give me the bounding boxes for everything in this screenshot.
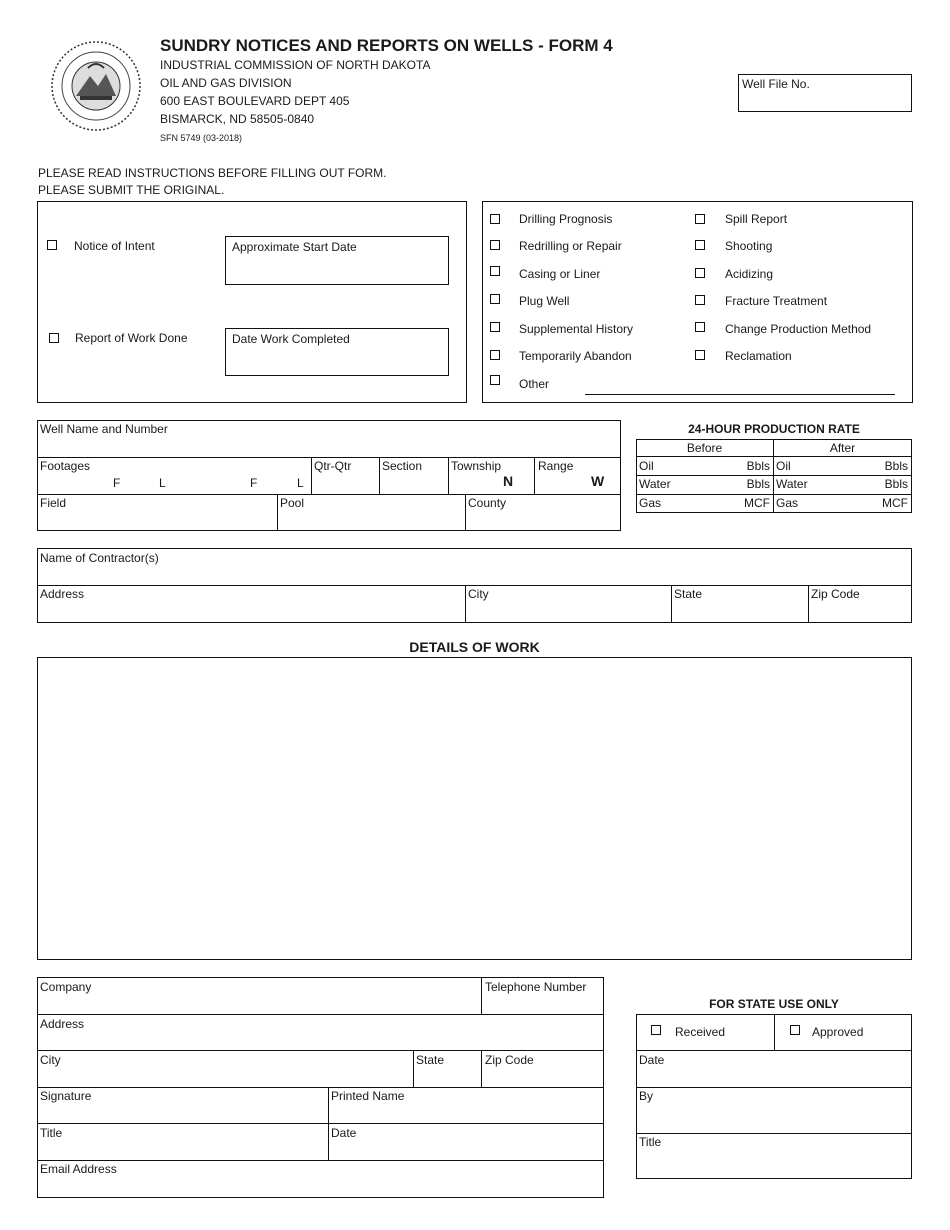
- township-suffix: N: [503, 473, 514, 489]
- work-type-label: Spill Report: [725, 212, 788, 226]
- other-checkbox[interactable]: [490, 375, 500, 385]
- received-checkbox[interactable]: [651, 1025, 661, 1035]
- range-label: Range: [538, 459, 574, 473]
- after-water-unit: Bbls: [884, 477, 908, 491]
- state-title-label: Title: [639, 1135, 662, 1149]
- redrilling-repair-checkbox[interactable]: [490, 240, 500, 250]
- contractor-state-label: State: [674, 587, 703, 601]
- company-address-label: Address: [40, 1017, 85, 1031]
- spill-report-checkbox[interactable]: [695, 214, 705, 224]
- report-of-work-label: Report of Work Done: [75, 331, 188, 345]
- temporarily-abandon-checkbox[interactable]: [490, 350, 500, 360]
- agency-city: BISMARCK, ND 58505-0840: [160, 112, 315, 126]
- pool-label: Pool: [280, 496, 305, 510]
- company-date-label: Date: [331, 1126, 357, 1140]
- report-of-work-checkbox[interactable]: [49, 333, 59, 343]
- state-use-title: FOR STATE USE ONLY: [709, 997, 839, 1011]
- telephone-label: Telephone Number: [485, 980, 587, 994]
- change-production-method-checkbox[interactable]: [695, 322, 705, 332]
- form-number: SFN 5749 (03-2018): [160, 133, 243, 143]
- plug-well-checkbox[interactable]: [490, 294, 500, 304]
- contractor-city-label: City: [468, 587, 489, 601]
- other-description-line[interactable]: [585, 394, 895, 395]
- contractor-address-label: Address: [40, 587, 85, 601]
- before-oil-label: Oil: [639, 459, 654, 473]
- approx-start-date-field[interactable]: [225, 236, 449, 285]
- work-type-label: Other: [519, 377, 550, 391]
- work-type-label: Change Production Method: [725, 322, 872, 336]
- received-label: Received: [675, 1025, 726, 1039]
- reclamation-checkbox[interactable]: [695, 350, 705, 360]
- footage-l2: L: [297, 476, 304, 490]
- contractor-zip-label: Zip Code: [811, 587, 860, 601]
- production-title: 24-HOUR PRODUCTION RATE: [688, 422, 860, 436]
- after-gas-label: Gas: [776, 496, 799, 510]
- work-type-label: Shooting: [725, 239, 773, 253]
- date-work-completed-label: Date Work Completed: [232, 332, 350, 346]
- state-by-label: By: [639, 1089, 654, 1103]
- email-label: Email Address: [40, 1162, 117, 1176]
- division-name: OIL AND GAS DIVISION: [160, 76, 292, 90]
- work-type-label: Fracture Treatment: [725, 294, 828, 308]
- shooting-checkbox[interactable]: [695, 240, 705, 250]
- acidizing-checkbox[interactable]: [695, 268, 705, 278]
- work-type-label: Drilling Prognosis: [519, 212, 613, 226]
- work-type-label: Casing or Liner: [519, 267, 601, 281]
- county-label: County: [468, 496, 507, 510]
- agency-address: 600 EAST BOULEVARD DEPT 405: [160, 94, 350, 108]
- after-header: After: [829, 441, 856, 455]
- contractor-name-label: Name of Contractor(s): [40, 551, 159, 565]
- field-label: Field: [40, 496, 67, 510]
- before-gas-label: Gas: [639, 496, 662, 510]
- township-label: Township: [451, 459, 502, 473]
- company-zip-label: Zip Code: [485, 1053, 534, 1067]
- work-type-label: Redrilling or Repair: [519, 239, 622, 253]
- before-water-unit: Bbls: [746, 477, 770, 491]
- state-seal: [50, 40, 142, 132]
- well-file-field[interactable]: [738, 74, 912, 112]
- details-of-work-field[interactable]: [37, 657, 912, 960]
- company-title-label: Title: [40, 1126, 63, 1140]
- footage-f1: F: [113, 476, 121, 490]
- instructions-line-1: PLEASE READ INSTRUCTIONS BEFORE FILLING OUT FORM.: [38, 166, 387, 180]
- work-type-label: Supplemental History: [519, 322, 634, 336]
- approx-start-date-label: Approximate Start Date: [232, 240, 357, 254]
- after-oil-label: Oil: [776, 459, 791, 473]
- before-oil-unit: Bbls: [746, 459, 770, 473]
- work-type-label: Reclamation: [725, 349, 792, 363]
- details-title: DETAILS OF WORK: [409, 639, 540, 655]
- state-date-label: Date: [639, 1053, 665, 1067]
- after-gas-unit: MCF: [882, 496, 908, 510]
- notice-of-intent-label: Notice of Intent: [74, 239, 155, 253]
- after-oil-unit: Bbls: [884, 459, 908, 473]
- before-water-label: Water: [639, 477, 671, 491]
- footages-label: Footages: [40, 459, 91, 473]
- agency-name: INDUSTRIAL COMMISSION OF NORTH DAKOTA: [160, 58, 431, 72]
- range-suffix: W: [591, 473, 605, 489]
- well-name-field[interactable]: [38, 436, 620, 456]
- printed-name-label: Printed Name: [331, 1089, 405, 1103]
- company-city-label: City: [40, 1053, 61, 1067]
- approved-checkbox[interactable]: [790, 1025, 800, 1035]
- form-title: SUNDRY NOTICES AND REPORTS ON WELLS - FORM 4: [160, 36, 613, 55]
- footage-l1: L: [159, 476, 166, 490]
- notice-of-intent-checkbox[interactable]: [47, 240, 57, 250]
- date-work-completed-field[interactable]: [225, 328, 449, 376]
- company-state-label: State: [416, 1053, 445, 1067]
- after-water-label: Water: [776, 477, 808, 491]
- work-type-label: Plug Well: [519, 294, 570, 308]
- drilling-prognosis-checkbox[interactable]: [490, 214, 500, 224]
- work-type-label: Temporarily Abandon: [519, 349, 632, 363]
- before-gas-unit: MCF: [744, 496, 770, 510]
- company-label: Company: [40, 980, 92, 994]
- well-name-label: Well Name and Number: [40, 422, 168, 436]
- qtr-qtr-label: Qtr-Qtr: [314, 459, 352, 473]
- supplemental-history-checkbox[interactable]: [490, 322, 500, 332]
- before-header: Before: [686, 441, 723, 455]
- well-file-label: Well File No.: [742, 77, 810, 91]
- casing-liner-checkbox[interactable]: [490, 266, 500, 276]
- signature-label: Signature: [40, 1089, 92, 1103]
- section-label: Section: [382, 459, 423, 473]
- approved-label: Approved: [812, 1025, 864, 1039]
- footage-f2: F: [250, 476, 258, 490]
- work-type-label: Acidizing: [725, 267, 774, 281]
- instructions-line-2: PLEASE SUBMIT THE ORIGINAL.: [38, 183, 225, 197]
- fracture-treatment-checkbox[interactable]: [695, 295, 705, 305]
